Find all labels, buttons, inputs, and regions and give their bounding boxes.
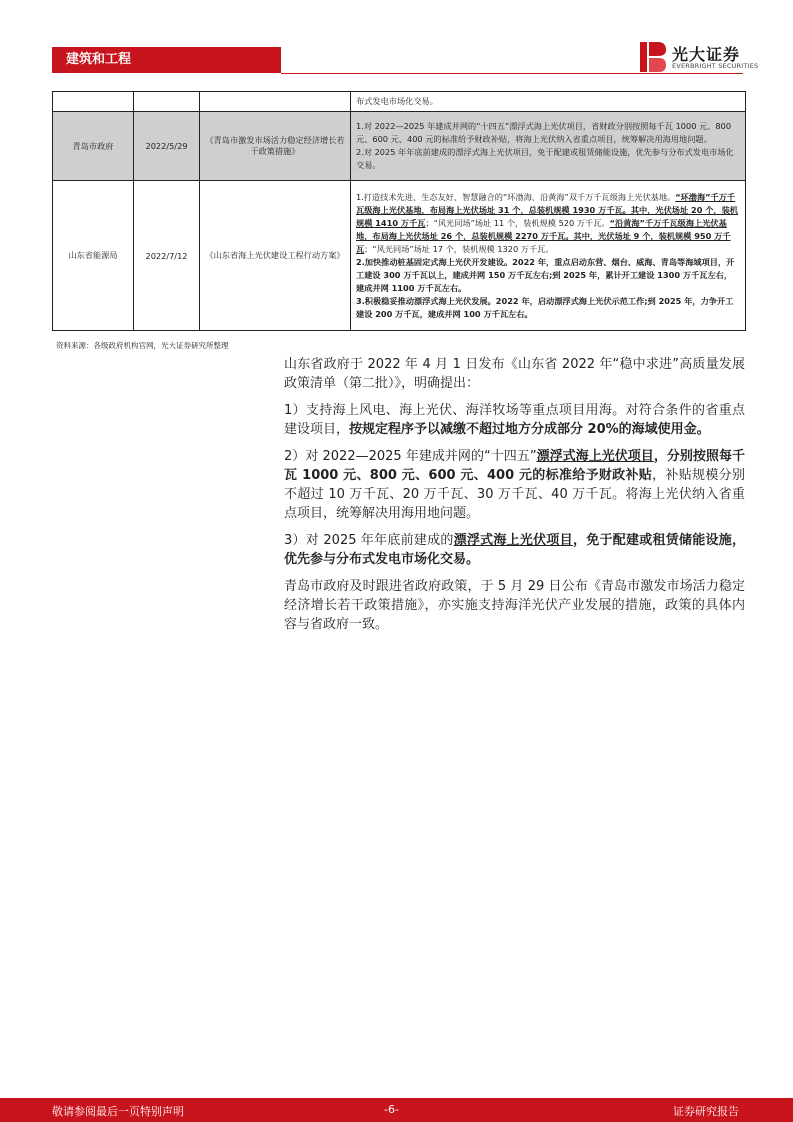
page-number: -6- bbox=[384, 1103, 399, 1116]
text-run: 1.打造技术先进、生态友好、智慧融合的“环渤海、沿黄海”双千万千瓦级海上光伏基地。 bbox=[356, 191, 676, 202]
text-run: 1）支持海上风电、海上光伏、海洋牧场等重点项目用海。对符合条件的省重点建设项目， bbox=[284, 403, 745, 437]
page-footer bbox=[0, 1098, 793, 1122]
text-run: 2）对 2022—2025 年建成并网的“十四五” bbox=[284, 449, 537, 464]
table-cell-date: 2022/7/12 bbox=[134, 181, 200, 331]
footer-disclaimer-link: 敬请参阅最后一页特别声明 bbox=[52, 1105, 184, 1118]
table-cell-date: 2022/5/29 bbox=[134, 112, 200, 181]
table-cell-dept: 山东省能源局 bbox=[53, 181, 134, 331]
paragraph: 青岛市政府及时跟进省政府政策，于 5 月 29 日公布《青岛市激发市场活力稳定经济增长若干政策措施》，亦实施支持海洋光伏产业发展的措施，政策的具体内容与省政府一致。 bbox=[284, 579, 745, 632]
table-row bbox=[53, 92, 746, 112]
everbright-logo-icon bbox=[640, 42, 666, 72]
text-run-emphasis: 漂浮式海上光伏项目 bbox=[453, 533, 573, 548]
text-run-emphasis: ，免于配建或租赁储能设施，优先参与分布式发电市场化交易。 bbox=[284, 533, 745, 567]
table-cell bbox=[53, 92, 134, 112]
table-row bbox=[53, 181, 746, 331]
text-run-emphasis: ，分别按照每千瓦 1000 元、800 元、600 元、400 元的标准给予财政补贴 bbox=[284, 449, 745, 483]
text-run-emphasis: 按规定程序予以减缴不超过地方分成部分 20%的海域使用金。 bbox=[349, 422, 710, 437]
footer-report-type: 证券研究报告 bbox=[673, 1105, 739, 1118]
text-run: 3）对 2025 年年底前建成的 bbox=[284, 533, 454, 548]
table-cell-dept: 青岛市政府 bbox=[53, 112, 134, 181]
text-run: ，补贴规模分别不超过 10 万千瓦、20 万千瓦、30 万千瓦、40 万千瓦。将海上光伏纳入省重点项目，统筹解决用海用地问题。 bbox=[284, 468, 745, 521]
text-run-emphasis: “沿黄海”千万千瓦级海上光伏基地，布局海上光伏场址 26 个，总装机规模 2270 万千瓦。其中，光伏场址 9 个，装机规模 950 万千瓦 bbox=[356, 217, 731, 254]
paragraph bbox=[284, 531, 745, 569]
logo-text-en: EVERBRIGHT SECURITIES bbox=[672, 62, 759, 70]
paragraph bbox=[284, 447, 745, 523]
table-cell-content bbox=[351, 181, 746, 331]
text-run-emphasis: “环渤海”千万千瓦级海上光伏基地，布局海上光伏场址 31 个，总装机规模 1930 万千瓦。其中，光伏场址 20 个，装机规模 1410 万千瓦 bbox=[356, 191, 738, 228]
paragraph: 山东省政府于 2022 年 4 月 1 日发布《山东省 2022 年“稳中求进”高质量发展政策清单（第二批）》，明确提出： bbox=[284, 357, 745, 391]
list-item: 1.对 2022—2025 年建成并网的“十四五”漂浮式海上光伏项目，省财政分别按照每千瓦 1000 元、800 元、600 元、400 元的标准给予财政补贴，将海上光伏纳入省重点项目，统筹解决用海用地问题。 bbox=[356, 121, 732, 144]
table-cell-policy: 《山东省海上光伏建设工程行动方案》 bbox=[200, 181, 351, 331]
table-cell-content: 布式发电市场化交易。 bbox=[351, 92, 746, 112]
source-note: 资料来源：各级政府机构官网，光大证券研究所整理 bbox=[56, 341, 229, 350]
policy-table bbox=[52, 91, 746, 331]
table-row bbox=[53, 112, 746, 181]
text-run: ；“风光同场”场址 11 个，装机规模 520 万千瓦。 bbox=[425, 217, 610, 228]
brand-logo bbox=[640, 40, 759, 74]
table-cell bbox=[134, 92, 200, 112]
table-cell-policy: 《青岛市激发市场活力稳定经济增长若干政策措施》 bbox=[200, 112, 351, 181]
section-tag: 建筑和工程 bbox=[52, 47, 281, 73]
text-run-emphasis: 漂浮式海上光伏项目 bbox=[536, 449, 654, 464]
logo-text-cn: 光大证券 bbox=[672, 45, 741, 64]
paragraph bbox=[284, 401, 745, 439]
list-item: 2.对 2025 年年底前建成的漂浮式海上光伏项目，免于配建或租赁储能设施，优先参与分布式发电市场化交易。 bbox=[356, 147, 734, 170]
list-item bbox=[356, 191, 740, 256]
list-item: 2.加快推动桩基固定式海上光伏开发建设。2022 年，重点启动东营、烟台、威海、青岛等海域项目，开工建设 300 万千瓦以上，建成并网 150 万千瓦左右;到 2025 年，累计开工建设 1300 万千瓦左右，建成并网 1100 万千瓦左右。 bbox=[356, 256, 735, 293]
table-cell bbox=[200, 92, 351, 112]
text-run: ；“风光同场”场址 17 个，装机规模 1320 万千瓦。 bbox=[364, 243, 554, 254]
body-text bbox=[284, 355, 745, 642]
list-item: 3.积极稳妥推动漂浮式海上光伏发展。2022 年，启动漂浮式海上光伏示范工作;到 2025 年，力争开工建设 200 万千瓦，建成并网 100 万千瓦左右。 bbox=[356, 295, 734, 319]
table-cell-content bbox=[351, 112, 746, 181]
